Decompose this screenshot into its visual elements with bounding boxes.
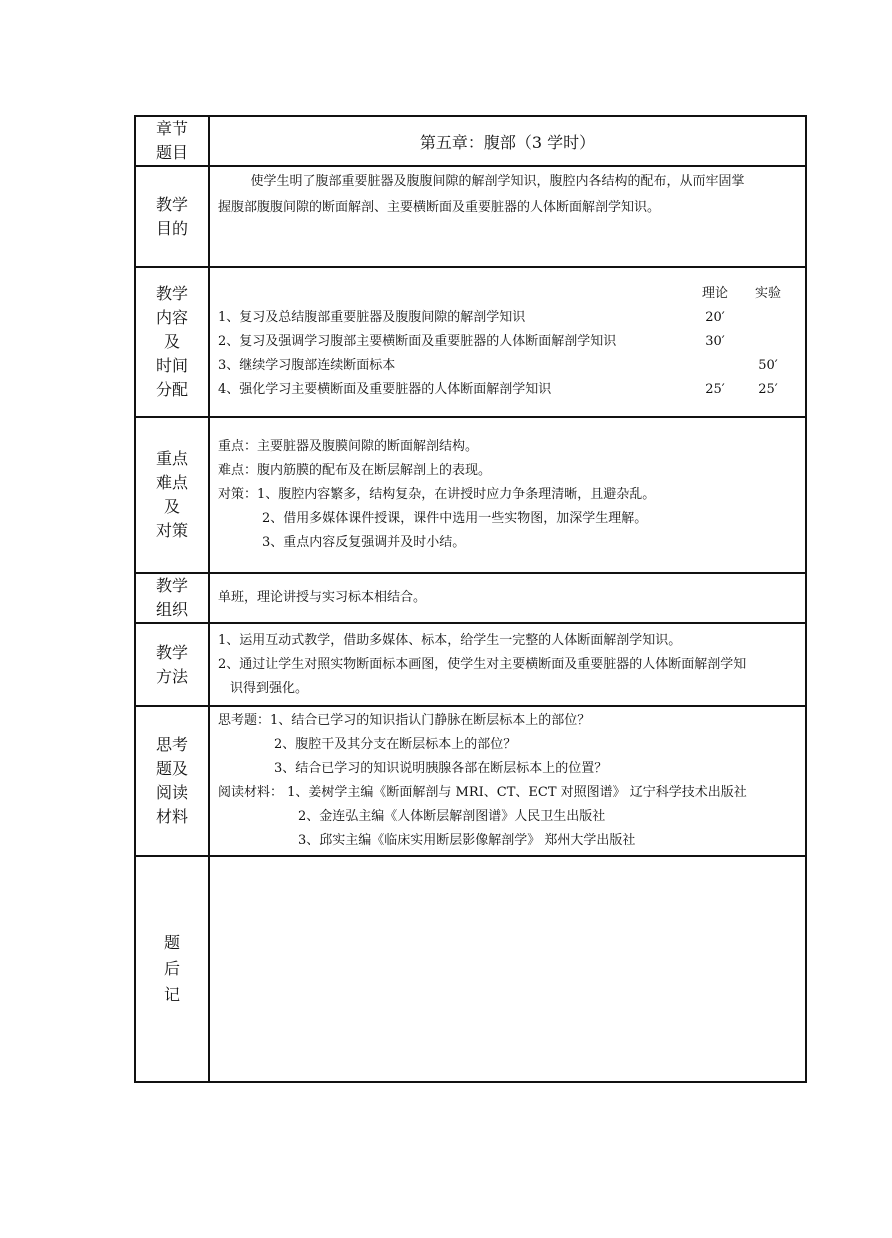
- reading-text: 2、金连弘主编《人体断层解剖图谱》人民卫生出版社: [298, 809, 606, 824]
- thinking-label: 思考 题及 阅读 材料: [135, 706, 209, 856]
- question-text: 2、腹腔干及其分支在断层标本上的部位？: [274, 737, 517, 752]
- purpose-line: 使学生明了腹部重要脏器及腹腹间隙的解剖学知识，腹腔内各结构的配布，从而牢固掌: [250, 174, 745, 189]
- keypoints-row: [135, 417, 806, 573]
- question-text: 思考题：1、结合已学习的知识指认门静脉在断层标本上的部位？: [218, 713, 591, 728]
- organization-label: 教学 组织: [135, 573, 209, 623]
- allocation-item: 4、强化学习主要横断面及重要脏器的人体断面解剖学知识 25′ 25′: [218, 382, 778, 397]
- allocation-item: 3、继续学习腹部连续断面标本 50′: [218, 358, 778, 373]
- strategy-text: 3、重点内容反复强调并及时小结。: [262, 535, 466, 550]
- strategy-text: 2、借用多媒体课件授课，课件中选用一些实物图，加深学生理解。: [262, 511, 648, 526]
- reading-text: 阅读材料： 1、姜树学主编《断面解剖与 MRI、CT、ECT 对照图谱》 辽宁科学技术出版社: [218, 785, 747, 800]
- postscript-row: [135, 856, 806, 1082]
- content-allocation: [209, 267, 806, 417]
- purpose-content: [209, 166, 806, 267]
- method-line: 2、通过让学生对照实物断面标本画图，使学生对主要横断面及重要脏器的人体断面解剖学知: [218, 656, 747, 672]
- method-label: 教学 方法: [135, 623, 209, 706]
- allocation-item: 2、复习及强调学习腹部主要横断面及重要脏器的人体断面解剖学知识 30′: [218, 334, 725, 349]
- organization-row: [135, 573, 806, 623]
- chapter-row: [135, 116, 806, 166]
- thinking-content: [209, 706, 806, 856]
- method-row: [135, 623, 806, 706]
- lesson-plan-table: [134, 115, 807, 1083]
- purpose-line: 握腹部腹腹间隙的断面解剖、主要横断面及重要脏器的人体断面解剖学知识。: [218, 200, 661, 215]
- organization-text: 单班，理论讲授与实习标本相结合。: [209, 573, 806, 623]
- method-line: 识得到强化。: [230, 680, 309, 696]
- strategy-text: 对策：1、腹腔内容繁多，结构复杂，在讲授时应力争条理清晰，且避杂乱。: [218, 487, 656, 502]
- method-line: 1、运用互动式教学，借助多媒体、标本，给学生一完整的人体断面解剖学知识。: [218, 632, 682, 648]
- keypoints-content: [209, 417, 806, 573]
- question-text: 3、结合已学习的知识说明胰腺各部在断层标本上的位置？: [274, 761, 608, 776]
- thinking-row: [135, 706, 806, 856]
- chapter-title: 第五章：腹部（3 学时）: [209, 116, 806, 166]
- purpose-label: 教学 目的: [135, 166, 209, 267]
- difficulty-text: 难点：腹内筋膜的配布及在断层解剖上的表现。: [218, 463, 492, 478]
- allocation-item: 1、复习及总结腹部重要脏器及腹腹间隙的解剖学知识 20′: [218, 310, 725, 325]
- focus-text: 重点：主要脏器及腹膜间隙的断面解剖结构。: [218, 439, 479, 454]
- purpose-row: [135, 166, 806, 267]
- method-content: [209, 623, 806, 706]
- content-label: 教学 内容 及 时间 分配: [135, 267, 209, 417]
- theory-column-header: 理论: [701, 286, 728, 301]
- keypoints-label: 重点 难点 及 对策: [135, 417, 209, 573]
- allocation-header: [218, 282, 797, 306]
- postscript-content: [209, 856, 806, 1082]
- chapter-label: 章节 题目: [135, 116, 209, 166]
- postscript-label: 题 后 记: [135, 856, 209, 1082]
- content-row: [135, 267, 806, 417]
- experiment-column-header: 实验: [754, 286, 781, 301]
- reading-text: 3、邱实主编《临床实用断层影像解剖学》 郑州大学出版社: [298, 833, 636, 848]
